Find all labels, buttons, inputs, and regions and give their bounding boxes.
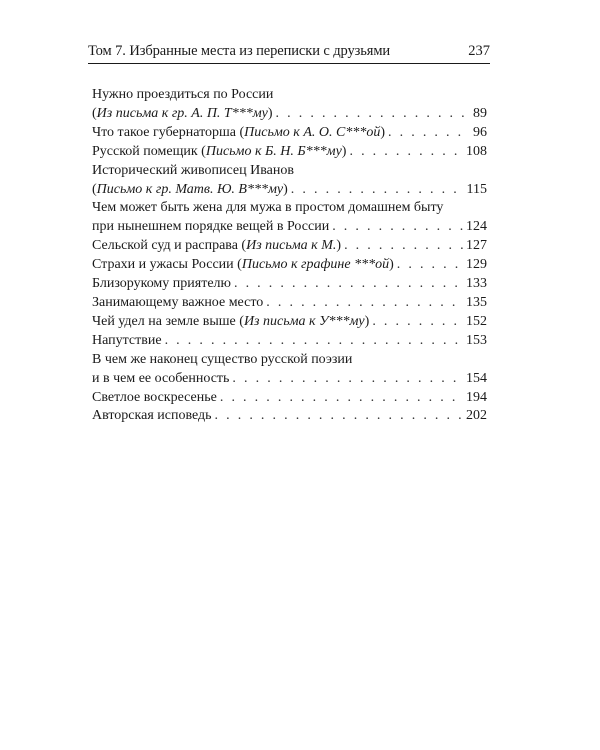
toc-line [92,143,487,162]
toc-leader-dots [220,389,463,408]
toc-page-number: 96 [473,124,487,140]
toc-entry-title [92,256,394,275]
toc-entry-title [92,351,352,370]
toc-entry-text: при нынешнем порядке вещей в России [92,219,330,235]
toc-page-number: 133 [466,276,487,292]
toc-entry-title [92,294,263,313]
toc-entry-text: ( [92,181,97,197]
toc-entry-text: ) [389,257,394,273]
toc-entry-text: и в чем ее особенность [92,370,230,386]
toc-line [92,389,487,408]
toc-leader-dots [276,105,470,124]
toc-entry-text: Авторская исповедь [92,408,212,424]
toc-line [92,294,487,313]
toc-entry-text: ) [341,143,347,159]
toc-leader-dots [349,143,463,162]
toc-entry-text: Светлое воскресенье [92,389,217,405]
toc-line [92,199,487,218]
toc-entry [92,351,487,389]
toc-entry [92,199,487,237]
toc-entry-subtitle: Письмо к А. О. С***ой [244,124,381,140]
toc-page-number: 124 [466,219,487,235]
toc-entry [92,294,487,313]
toc-entry-title [92,237,341,256]
toc-leader-dots [234,275,463,294]
toc-leader-dots [344,237,463,256]
toc-line [92,162,487,181]
toc-entry-subtitle: Письмо к Б. Н. Б***му [205,143,342,159]
toc-entry [92,332,487,351]
toc-leader-dots [232,370,463,389]
toc-leader-dots [388,124,470,143]
toc-entry [92,275,487,294]
toc-line [92,181,487,200]
toc-entry [92,389,487,408]
toc-entry [92,256,487,275]
toc-entry [92,237,487,256]
toc-entry-title [92,332,162,351]
toc-entry-text: Что такое губернаторша ( [92,124,245,140]
toc-entry-title [92,407,212,426]
toc-entry-title [92,199,443,218]
toc-entry-title [92,162,294,181]
toc-page-number: 89 [473,105,487,121]
toc-page-number: 154 [466,370,487,386]
toc-leader-dots [165,332,463,351]
toc-entry-text: Нужно проездиться по России [92,87,274,102]
toc-leader-dots [266,294,463,313]
toc-entry [92,313,487,332]
toc-entry-text: Занимающему важное место [92,294,264,310]
toc-page-number: 127 [466,238,487,254]
toc-leader-dots [397,256,463,275]
toc-entry [92,124,487,143]
toc-line [92,370,487,389]
toc-page-number: 202 [466,408,487,424]
toc-entry-text: ) [267,105,273,121]
toc-page-number: 135 [466,294,487,310]
toc-entry-text: Чем может быть жена для мужа в простом домашнем быту [92,200,444,216]
toc-line [92,351,487,370]
toc-line [92,237,487,256]
toc-entry-text: ( [92,105,97,121]
header-page-number: 237 [468,43,490,59]
toc-entry-title [92,275,231,294]
toc-page-number: 152 [466,313,487,329]
toc-page-number: 194 [466,389,487,405]
toc-entry-text: Сельской суд и расправа ( [92,238,247,254]
toc-entry-text: Русской помещик ( [92,143,206,159]
toc-entry [92,86,487,124]
toc-entry-title [92,143,346,162]
toc-line [92,105,487,124]
toc-entry-text: ) [380,124,386,140]
toc-entry-title [92,370,229,389]
toc-entry-text: В чем же наконец существо русской поэзии [92,351,353,367]
toc-line [92,256,487,275]
toc-entry [92,407,487,426]
toc-line [92,332,487,351]
toc-page-number: 153 [466,332,487,348]
toc-entry-text: ) [283,181,288,197]
toc-entry-text: Напутствие [92,332,162,348]
toc-leader-dots [372,313,463,332]
toc-line [92,86,487,105]
toc-entry-subtitle: Из письма к М. [246,238,337,254]
toc-entry-title [92,181,288,200]
toc-entry-title [92,218,329,237]
toc-entry-text: ) [364,313,370,329]
toc-line [92,313,487,332]
toc-entry [92,143,487,162]
toc-leader-dots [215,407,463,426]
toc-entry-text: Страхи и ужасы России ( [92,257,242,273]
toc-line [92,124,487,143]
toc-page-number: 129 [466,257,487,273]
toc-leader-dots [291,181,464,200]
toc-entry-text: Чей удел на земле выше ( [92,313,244,329]
toc-entry-text: Близорукому приятелю [92,276,231,292]
toc-line [92,407,487,426]
toc-leader-dots [332,218,463,237]
toc-entry [92,162,487,200]
toc-entry-title [92,86,273,105]
toc-entry-text: ) [336,238,342,254]
toc-entry-title [92,313,369,332]
table-of-contents [92,86,487,426]
toc-page-number: 108 [466,143,487,159]
header-title: Том 7. Избранные места из переписки с друзьями [88,43,391,59]
toc-page-number: 115 [466,181,487,197]
toc-line [92,275,487,294]
toc-entry-title [92,124,385,143]
toc-entry-subtitle: Из письма к гр. А. П. Т***му [96,105,268,121]
toc-entry-subtitle: Письмо к графине ***ой [241,257,390,273]
toc-line [92,218,487,237]
toc-entry-text: Исторический живописец Иванов [92,162,294,178]
toc-entry-subtitle: Из письма к У***му [243,313,365,329]
running-header [88,42,490,64]
toc-entry-title [92,389,217,408]
toc-entry-title [92,105,273,124]
toc-entry-subtitle: Письмо к гр. Матв. Ю. В***му [96,181,284,197]
